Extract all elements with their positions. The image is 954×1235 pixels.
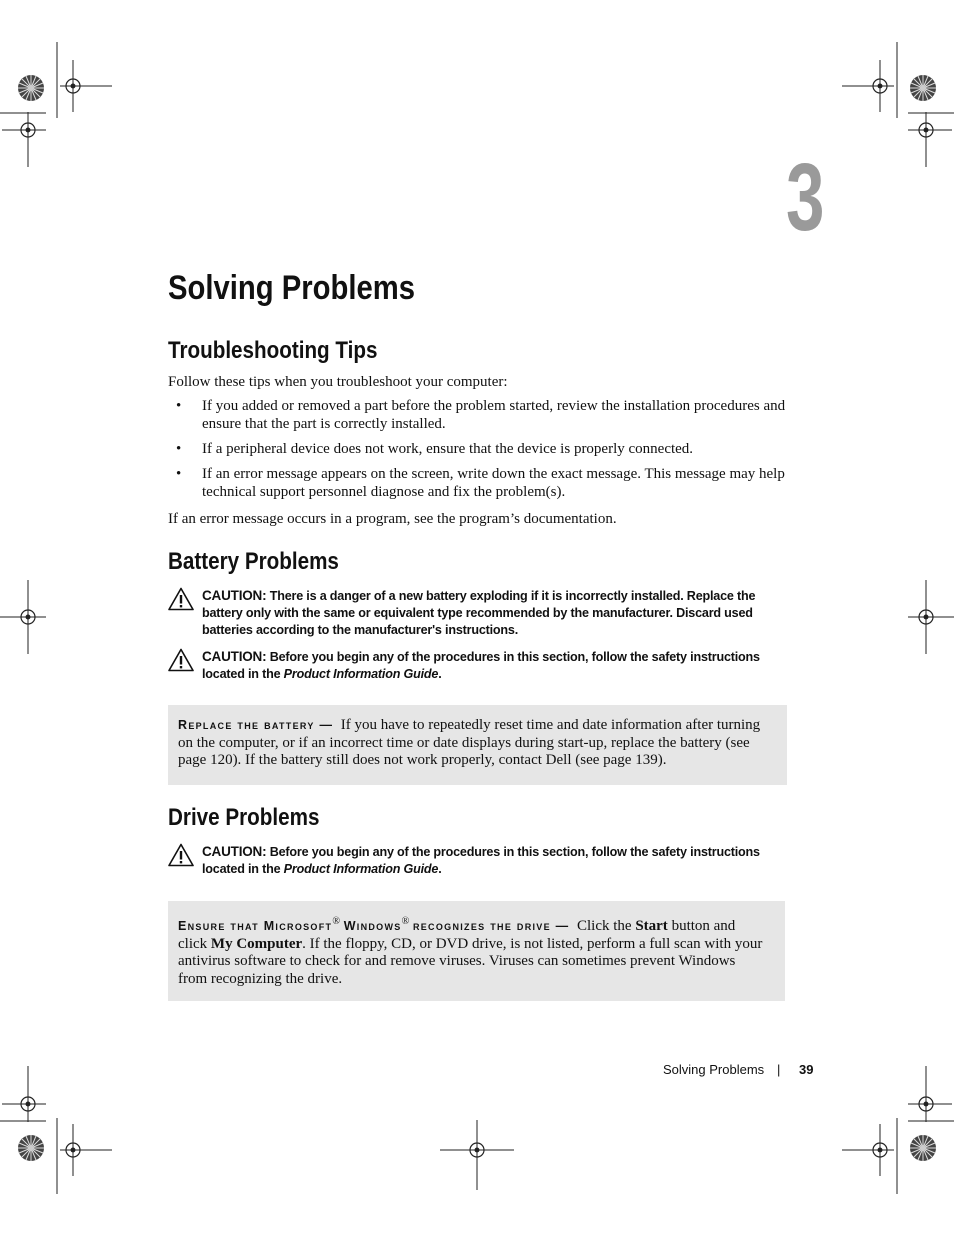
battery-heading: Battery Problems	[168, 548, 339, 575]
troubleshooting-outro: If an error message occurs in a program, see the program’s documentation.	[168, 511, 617, 527]
list-item: • If a peripheral device does not work, ensure that the device is properly connected.	[168, 440, 788, 458]
footer-section: Solving Problems	[663, 1062, 765, 1077]
page-title: Solving Problems	[168, 269, 415, 307]
solution-text: . If the floppy, CD, or DVD drive, is not listed, perform a full scan with your antivirus software to check for and remove viruses. Viruses can sometimes prevent Windows from recognizing the drive.	[178, 935, 763, 987]
caution-end: .	[438, 862, 442, 876]
caution-label: CAUTION:	[202, 649, 267, 664]
guide-reference: Product Information Guide	[283, 667, 439, 681]
chapter-number: 3	[786, 144, 825, 251]
footer-separator: |	[777, 1062, 781, 1077]
solution-text: button and click	[178, 918, 736, 952]
caution-text: Before you begin any of the procedures in this section, follow the safety instructions located in the	[202, 845, 760, 876]
registered-mark: ®	[332, 916, 340, 927]
guide-reference: Product Information Guide	[283, 862, 439, 876]
troubleshooting-intro: Follow these tips when you troubleshoot your computer:	[168, 374, 508, 390]
solution-heading-part: Windows	[343, 919, 402, 933]
start-button-reference: Start	[635, 918, 668, 934]
battery-solution-box	[168, 705, 787, 785]
list-item: • If an error message appears on the screen, write down the exact message. This message may help technical support personnel diagnose and fix the problem(s).	[168, 465, 788, 501]
registered-mark: ®	[401, 916, 410, 927]
list-item: • If you added or removed a part before the problem started, review the installation procedures and ensure that the part is correctly installed.	[168, 397, 788, 433]
caution-text: Before you begin any of the procedures in this section, follow the safety instructions located in the	[202, 650, 760, 681]
solution-text: If you have to repeatedly reset time and date information after turning on the computer, or if an incorrect time or date displays during start-up, replace the battery (see page 120). If the battery still does not work properly, contact Dell (see page 139).	[178, 717, 761, 768]
warning-triangle-icon	[168, 587, 194, 611]
my-computer-reference: My Computer	[210, 935, 303, 952]
troubleshooting-list	[168, 397, 788, 508]
caution-end: .	[438, 667, 442, 681]
warning-triangle-icon	[168, 843, 194, 867]
page-number: 39	[799, 1062, 814, 1077]
warning-triangle-icon	[168, 648, 194, 672]
solution-text: Click the	[576, 918, 636, 934]
troubleshooting-heading: Troubleshooting Tips	[168, 337, 378, 364]
solution-heading-part: Ensure that Microsoft	[178, 919, 333, 933]
solution-heading: Replace the battery —	[178, 718, 334, 732]
caution-text: There is a danger of a new battery exploding if it is incorrectly installed. Replace the battery only with the same or equivalent type recommended by the manufacturer. Discard used batteries according to the manufacturer's instructions.	[202, 589, 756, 637]
drive-solution-box	[168, 901, 785, 1001]
drive-heading: Drive Problems	[168, 804, 320, 831]
caution-label: CAUTION:	[202, 844, 267, 859]
caution-label: CAUTION:	[202, 588, 267, 603]
solution-heading-part: recognizes the drive —	[412, 919, 570, 933]
